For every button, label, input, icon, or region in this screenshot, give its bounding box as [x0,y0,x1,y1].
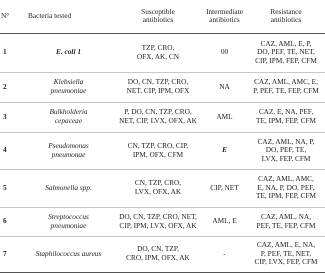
row-number: 1 [3,47,7,57]
intermediate-cell: 00 [220,47,229,57]
resistance-line: P, PEF, TE, FEP, CFM [253,86,319,95]
intermediate-cell: AML, E [212,216,237,226]
header-susceptible-line: Susceptible [141,6,175,16]
susceptible-cell [114,169,202,207]
resistance-cell [247,102,325,132]
bacteria-name [23,169,114,207]
header-resistance-line: Resistance [270,6,302,16]
resistance-line: CAZ, AML, AMC, [258,174,314,184]
resistance-line: TE, IPM, FEP, CFM [255,191,316,201]
header-intermediate [202,0,247,33]
header-intermediate-line: antibiotics [209,15,240,25]
intermediate-cell: CIP, NET [210,182,239,192]
row-number: 3 [3,111,7,121]
susceptible-cell [114,72,202,102]
bacteria-name-line: Klebsiella [53,77,84,87]
header-row [0,0,325,33]
bacteria-name-line: Streptococcus [48,211,89,221]
resistance-line: CIP, IPM, FEP, CFM [255,55,317,65]
bacteria-name-line: Salmonella spp. [45,182,92,192]
resistance-line: P, PEF, TE, NET, [260,248,312,258]
susceptible-line: DO, CN, TZP, CRO, [127,77,189,87]
bacteria-name [23,102,114,132]
susceptible-line: CN, TZP, CRO, [134,178,182,188]
header-resistance [247,0,325,33]
susceptible-line: CRO, IPM, OFX, AK [126,253,190,262]
bacteria-name-line: Staphilococcus aureus [35,248,102,258]
susceptible-line: DO, CN, TZP, CRO, NET, [119,211,197,221]
row-number: 7 [3,248,7,258]
bacteria-name-line: pneumoniae [50,220,87,230]
susceptible-line: CN, TZP, CRO, CIP, [127,140,189,150]
susceptible-line: LVX, OFX, AK [134,187,182,196]
resistance-line: LVX, FEP, CFM [261,153,311,163]
bacteria-name [23,207,114,236]
resistance-line: CAZ, AML, NA, [260,211,312,221]
resistance-cell [247,33,325,72]
header-susceptible-line: antibiotics [142,15,174,25]
susceptible-cell [114,236,202,272]
susceptible-line: DO, CN, TZP, [137,244,179,254]
resistance-cell [247,236,325,272]
intermediate-cell: E [222,145,227,155]
susceptible-line: NET, CIP, IPM, OFX [126,86,190,95]
susceptible-cell [114,132,202,169]
table-row [0,72,325,102]
row-number: 5 [3,182,7,192]
header-resistance-line: antibiotics [270,15,302,25]
resistance-line: CAZ, E, NA, PEF, [258,107,314,117]
intermediate-cell: AML [216,111,233,121]
intermediate-cell: - [223,248,226,258]
resistance-line: CAZ, AML, E, P, [260,38,312,48]
table-row [0,236,325,272]
susceptible-line: TZP, CRO, [141,42,175,52]
susceptible-cell [114,33,202,72]
table-row [0,169,325,207]
resistance-line: CAZ, AML, E, NA, [256,240,316,250]
resistance-line: PEF, TE, FEP, CFM [256,220,316,230]
row-number: 2 [3,81,7,91]
intermediate-cell: NA [219,81,230,91]
resistance-cell [247,132,325,169]
resistance-line: DO, PEF, TE, [265,145,307,155]
header-susceptible [114,0,202,33]
resistance-line: CIP, LVX, FEP, CFM [254,257,318,267]
bacteria-name [23,72,114,102]
bacteria-name-line: pneumonae [51,149,86,159]
bacteria-name-line: Bulkholderia [49,107,88,117]
bacteria-name [23,33,114,72]
header-number: N° [0,0,23,33]
table-row [0,132,325,169]
susceptible-line: OFX, AK, CN [136,51,180,61]
resistance-cell [247,207,325,236]
resistance-cell [247,72,325,102]
table-row [0,33,325,72]
resistance-line: CAZ, AML, AMC, E, [254,77,318,87]
susceptible-cell [114,102,202,132]
row-number: 4 [3,145,7,155]
bacteria-name [23,132,114,169]
resistance-line: TE, IPM, FEP, CFM [255,116,316,125]
resistance-cell [247,169,325,207]
bacteria-name-line: cepaceae [54,116,83,125]
resistance-line: DO, PEF, TE, NET, [257,47,315,57]
header-bacteria: Bacteria tested [23,0,114,33]
resistance-line: E, NA, P, DO, PEF, [257,182,315,192]
header-intermediate-line: Intermediate [206,6,243,16]
susceptible-cell [114,207,202,236]
row-number: 6 [3,216,7,226]
bacteria-name [23,236,114,272]
bacteria-name-line: E. coli 1 [56,47,81,57]
susceptible-line: P, DO, CN, TZP, CRO, [124,107,192,117]
resistance-line: CAZ, AML, NA, P, [257,136,315,146]
susceptible-line: IPM, OFX, CFM [132,149,184,159]
susceptible-line: NET, CIP, LVX, OFX, AK [119,116,197,125]
bacteria-name-line: Pseudomonas [48,140,89,150]
bacteria-name-line: pneumoniae [50,86,87,95]
table-row [0,207,325,236]
susceptible-line: CIP, IPM, LVX, OFX, AK [119,220,197,230]
table-row [0,102,325,132]
